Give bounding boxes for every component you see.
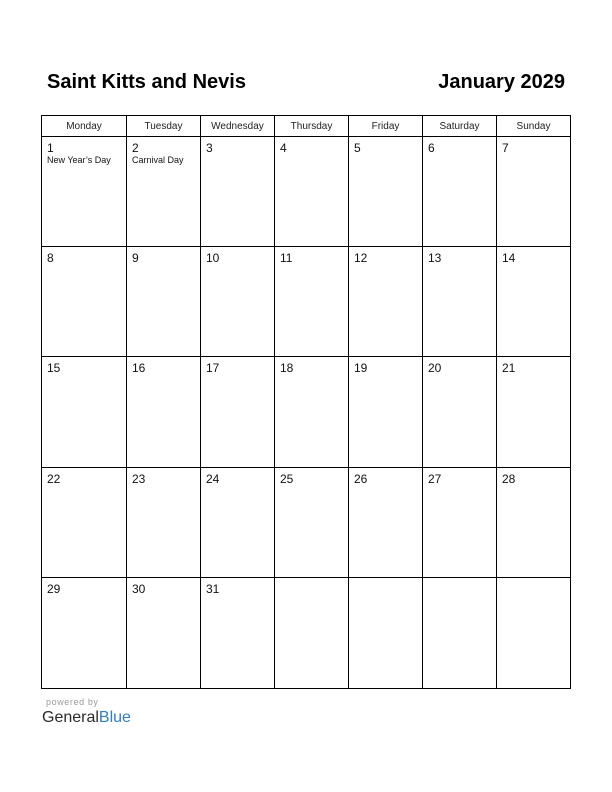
day-number: 4 [280,141,287,155]
day-cell [201,357,275,467]
day-cell [42,357,127,467]
day-cell [201,247,275,357]
weekday-header: Tuesday [127,116,201,137]
day-number: 25 [280,471,294,486]
powered-by-label: powered by [46,697,99,707]
generalblue-logo[interactable] [42,709,131,727]
day-cell [349,468,423,578]
day-cell [275,137,349,247]
day-number: 23 [132,471,146,486]
day-number: 1 [47,141,54,155]
day-cell [275,468,349,578]
day-cell [349,137,423,247]
day-number: 15 [47,361,61,376]
weekday-header: Wednesday [201,116,275,137]
day-cell [275,578,349,688]
day-cell [349,578,423,688]
day-cell [497,468,570,578]
weekday-header: Saturday [423,116,497,137]
weekday-header: Monday [42,116,127,137]
day-cell [42,468,127,578]
day-cell [127,247,201,357]
country-title: Saint Kitts and Nevis [47,71,246,93]
weekday-header: Sunday [497,116,570,137]
logo-text-blue: Blue [98,709,131,726]
day-cell [423,357,497,467]
day-number: 29 [47,581,61,596]
day-cell [42,578,127,688]
day-number: 31 [206,581,220,596]
day-number: 16 [132,361,146,376]
logo-text-general: General [42,709,99,726]
day-number: 21 [502,361,516,376]
holiday-label: Carnival Day [132,155,184,165]
day-number: 27 [428,471,442,486]
day-cell [497,137,570,247]
day-number: 8 [47,251,54,266]
day-number: 13 [428,251,442,266]
month-year-title: January 2029 [438,71,565,93]
day-cell [42,137,127,247]
day-cell [349,247,423,357]
day-number: 10 [206,251,220,266]
day-cell [349,357,423,467]
day-number: 12 [354,251,368,266]
day-cell [497,578,570,688]
day-cell [127,357,201,467]
holiday-label: New Year’s Day [47,155,111,165]
day-cell [497,357,570,467]
day-number: 26 [354,471,368,486]
day-cell [497,247,570,357]
day-number: 19 [354,361,368,376]
day-number: 17 [206,361,220,376]
day-number: 5 [354,141,361,155]
day-cell [423,137,497,247]
weekday-header: Friday [349,116,423,137]
day-number: 20 [428,361,442,376]
day-cell [127,137,201,247]
day-number: 30 [132,581,146,596]
day-number: 7 [502,141,509,155]
day-cell [201,468,275,578]
day-number: 6 [428,141,435,155]
day-cell [423,247,497,357]
day-number: 3 [206,141,213,155]
day-number: 9 [132,251,139,266]
day-number: 18 [280,361,294,376]
day-cell [423,578,497,688]
weekday-header: Thursday [275,116,349,137]
day-cell [275,357,349,467]
day-cell [127,578,201,688]
day-number: 28 [502,471,516,486]
day-number: 24 [206,471,220,486]
day-number: 11 [280,251,293,266]
day-cell [423,468,497,578]
calendar-grid [41,115,571,689]
day-cell [201,578,275,688]
day-cell [275,247,349,357]
day-number: 2 [132,141,139,155]
day-cell [201,137,275,247]
day-number: 22 [47,471,61,486]
day-cell [127,468,201,578]
day-cell [42,247,127,357]
day-number: 14 [502,251,516,266]
